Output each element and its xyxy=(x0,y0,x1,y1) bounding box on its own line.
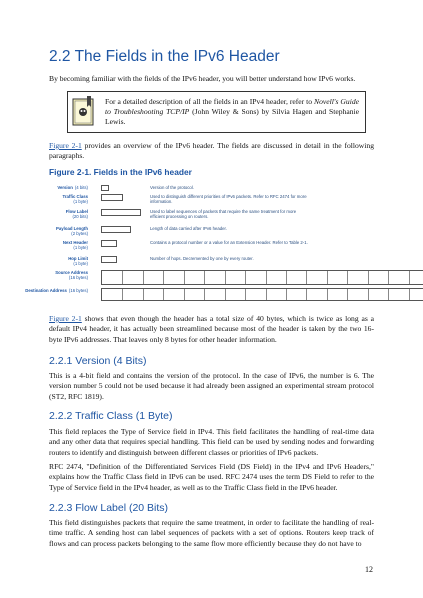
byte-cell-divider xyxy=(347,271,348,284)
field-size: (1 byte) xyxy=(73,245,88,250)
field-label xyxy=(56,226,88,236)
byte-cell-divider xyxy=(245,271,246,284)
byte-cell-divider xyxy=(388,289,389,300)
field-label xyxy=(57,185,88,190)
page-number: 12 xyxy=(365,565,373,574)
byte-cell-divider xyxy=(327,271,328,284)
byte-cell-divider xyxy=(286,271,287,284)
byte-cell-divider xyxy=(306,289,307,300)
version-paragraph: This is a 4-bit field and contains the version of the protocol. In the case of IPv6, the number is 6. The version number 5 could not be used because it had already been assigned an experimental stream protocol (ST2, RFC 1819). xyxy=(49,371,374,401)
byte-cell-divider xyxy=(163,271,164,284)
figure-row xyxy=(49,226,389,235)
field-name: Hop Limit xyxy=(68,256,88,261)
field-description: Used to distinguish different priorities of IPv6 packets. Refer to RFC 2474 for more information. xyxy=(150,194,307,204)
field-box xyxy=(101,256,117,263)
field-label xyxy=(63,240,88,250)
byte-cell-divider xyxy=(409,289,410,300)
field-description: Contains a protocol number or a value for an Extension Header. Refer to Table 2-1. xyxy=(150,240,308,245)
field-name: Traffic Class xyxy=(62,194,88,199)
traffic-class-paragraph-2: RFC 2474, "Definition of the Differentiated Services Field (DS Field) in the IPv4 and IPv6 Headers," explains how the Traffic Class field in IPv6 can be used. RFC 2474 uses the term DS Field to refer to the Type of Service field in the IPv4 header, as well as to the Traffic Class field in the IPv6 header. xyxy=(49,462,374,492)
byte-cell-divider xyxy=(225,289,226,300)
field-label xyxy=(66,209,88,219)
byte-cell-divider xyxy=(122,271,123,284)
field-label xyxy=(68,256,88,266)
note-text: For a detailed description of all the fields in an IPv4 header, refer to Novell's Guide to Troubleshooting TCP/IP (John Wiley & Sons) by Silvia Hagen and Stephanie Lewis. xyxy=(105,97,359,126)
field-name: Payload Length xyxy=(56,226,88,231)
field-label xyxy=(25,288,88,293)
field-box xyxy=(101,240,117,247)
byte-cell-divider xyxy=(266,289,267,300)
book-bookmark-icon xyxy=(71,96,97,128)
byte-cell-divider xyxy=(225,271,226,284)
byte-cell-divider xyxy=(143,271,144,284)
flow-label-paragraph: This field distinguishes packets that require the same treatment, in order to facilitate the handling of real-time traffic. A sending host can label sequences of packets with a set of options. Routers keep track of flows and can process packets belonging to the same flow more efficiently because they do not have to xyxy=(49,518,374,548)
byte-cell-divider xyxy=(286,289,287,300)
byte-cell-divider xyxy=(204,271,205,284)
flow-label-heading: 2.2.3 Flow Label (20 Bits) xyxy=(49,502,169,514)
field-box xyxy=(101,270,423,285)
field-description: Number of hops. Decremented by one by every router. xyxy=(150,256,254,261)
byte-cell-divider xyxy=(409,271,410,284)
figure-row xyxy=(49,270,389,284)
byte-cell-divider xyxy=(388,271,389,284)
figure-link[interactable]: Figure 2-1 xyxy=(49,141,82,150)
byte-cell-divider xyxy=(306,271,307,284)
byte-cell-divider xyxy=(184,289,185,300)
byte-cell-divider xyxy=(122,289,123,300)
field-box xyxy=(101,194,123,201)
field-description: Length of data carried after IPv6 header. xyxy=(150,226,227,231)
overview-paragraph: Figure 2-1 provides an overview of the IPv6 header. The fields are discussed in detail in the following paragraphs. xyxy=(49,141,374,161)
byte-cell-divider xyxy=(245,289,246,300)
byte-cell-divider xyxy=(368,289,369,300)
byte-cell-divider xyxy=(184,271,185,284)
traffic-class-paragraph-1: This field replaces the Type of Service field in IPv4. This field facilitates the handling of real-time data and any other data that requires special handling. This field can be used by sending nodes and forwarding routers to identify and distinguish between different classes or priorities of IPv6 packets. xyxy=(49,427,374,457)
field-box xyxy=(101,288,423,301)
field-box xyxy=(101,209,141,216)
field-size: (20 bits) xyxy=(72,214,88,219)
figure-row xyxy=(49,240,389,251)
field-size: (1 byte) xyxy=(73,261,88,266)
field-label xyxy=(62,194,88,204)
field-box xyxy=(101,185,109,191)
field-size: (2 bytes) xyxy=(71,231,88,236)
field-name: Source Address xyxy=(55,270,88,275)
section-heading: 2.2 The Fields in the IPv6 Header xyxy=(49,48,280,65)
field-size: (1 byte) xyxy=(73,199,88,204)
field-name: Flow Label xyxy=(65,209,88,214)
figure-row xyxy=(49,209,389,220)
field-name: Version xyxy=(57,185,73,190)
field-name: Destination Address xyxy=(25,288,67,293)
intro-paragraph: By becoming familiar with the fields of the IPv6 header, you will better understand how IPv6 works. xyxy=(49,74,356,83)
field-name: Next Header xyxy=(62,240,88,245)
after-figure-paragraph: Figure 2-1 shows that even though the header has a total size of 40 bytes, which is twice as long as a default IPv4 header, it has actually been streamlined because most of the header is taken by the two 16-byte IPv6 addresses. That leaves only 8 bytes for other header information. xyxy=(49,314,374,344)
byte-cell-divider xyxy=(266,271,267,284)
field-size: (4 bits) xyxy=(74,185,88,190)
figure-title: Figure 2-1. Fields in the IPv6 header xyxy=(49,167,192,177)
byte-cell-divider xyxy=(327,289,328,300)
figure-row xyxy=(49,194,389,205)
byte-cell-divider xyxy=(368,271,369,284)
figure-row xyxy=(25,288,389,300)
figure-link-2[interactable]: Figure 2-1 xyxy=(49,314,82,323)
byte-cell-divider xyxy=(163,289,164,300)
field-size: (16 bytes) xyxy=(68,288,88,293)
figure-row xyxy=(49,185,389,191)
field-description: Used to label sequences of packets that require the same treatment for more efficient processing on routers. xyxy=(150,209,297,219)
field-description: Version of the protocol. xyxy=(150,185,194,190)
byte-cell-divider xyxy=(143,289,144,300)
note-box xyxy=(67,91,366,133)
traffic-class-heading: 2.2.2 Traffic Class (1 Byte) xyxy=(49,410,173,422)
byte-cell-divider xyxy=(347,289,348,300)
byte-cell-divider xyxy=(204,289,205,300)
field-label xyxy=(55,270,88,280)
field-size: (16 bytes) xyxy=(68,275,88,280)
field-box xyxy=(101,226,131,233)
figure-row xyxy=(49,256,389,265)
version-heading: 2.2.1 Version (4 Bits) xyxy=(49,355,147,367)
